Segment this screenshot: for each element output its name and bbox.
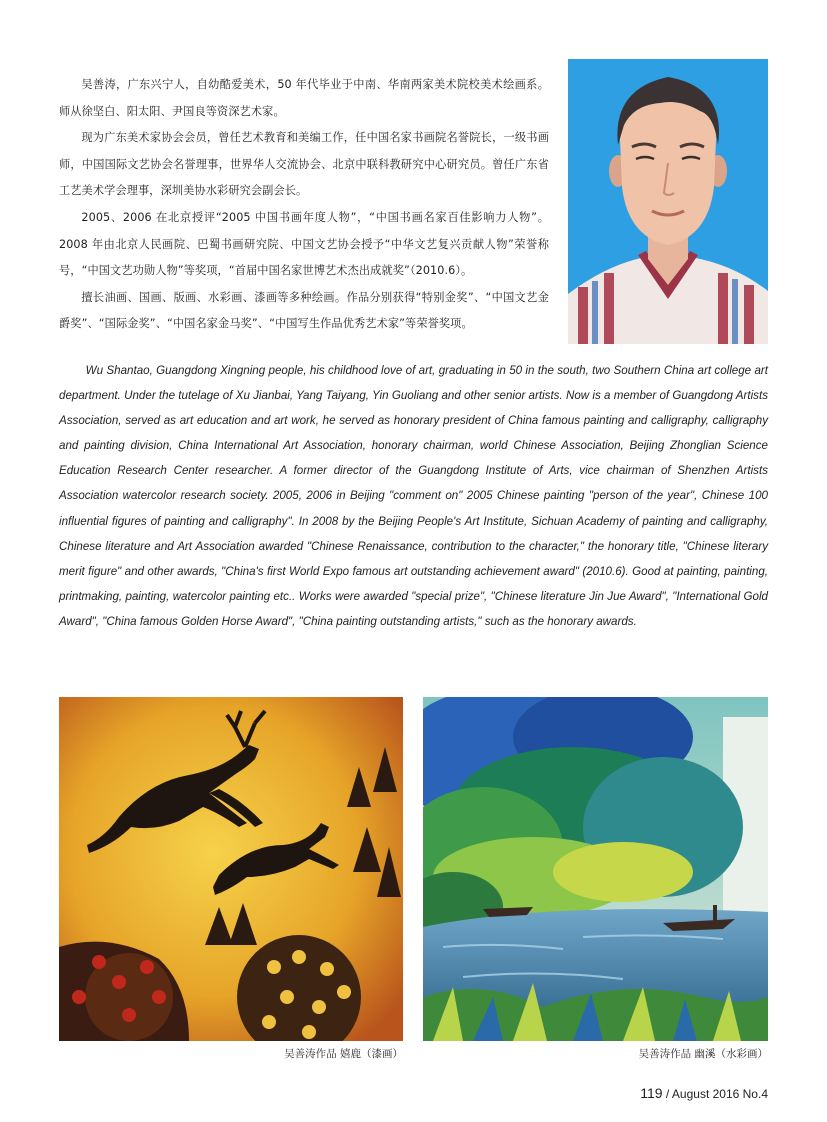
watercolor-stream-painting — [423, 697, 768, 1041]
chinese-bio-paragraph: 现为广东美术家协会会员，曾任艺术教育和美编工作，任中国名家书画院名誉院长，一级书画师，中国国际文艺协会名誉理事，世界华人交流协会、北京中联科教研究中心研究员。曾任广东省工艺美术学会理事，深圳美协水彩研究会副会长。 — [59, 131, 549, 198]
chinese-bio-paragraph: 吴善涛，广东兴宁人，自幼酷爱美术，50 年代毕业于中南、华南两家美术院校美术绘画系。师从徐坚白、阳太阳、尹国良等资深艺术家。 — [59, 78, 549, 118]
english-biography — [59, 358, 768, 634]
page-number: 119 — [640, 1085, 663, 1101]
chinese-bio-paragraph: 2005、2006 在北京授评“2005 中国书画年度人物”，“中国书画名家百佳影响力人物”。2008 年由北京人民画院、巴蜀书画研究院、中国文艺协会授予“中华文艺复兴贡献人物”荣誉称号，“中国文艺功勋人物”等奖项，“首届中国名家世博艺术杰出成就奖”（2010.6）。 — [59, 210, 549, 278]
folio-separator: / — [662, 1087, 672, 1101]
stream-painting-illustration — [423, 697, 768, 1041]
portrait-illustration — [568, 59, 768, 344]
artwork-caption: 吴善涛作品 幽溪（水彩画） — [638, 1048, 768, 1060]
artist-portrait-photo — [568, 59, 768, 344]
issue-label: August 2016 No.4 — [671, 1087, 768, 1101]
english-bio-paragraph: Wu Shantao, Guangdong Xingning people, his childhood love of art, graduating in 50 in the south, two Southern China art college art department. Under the tutelage of Xu Jianbai, Yang Taiyang, Yin Guoliang and other senior artists. Now is a member of Guangdong Artists Association, served as art education and art work, he served as honorary president of China famous painting and calligraphy, calligraphy and painting division, China International Art Association, honorary chairman, world Chinese Association, Beijing Zhonglian Science Education Research Center researcher. A former director of the Guangdong Institute of Arts, vice chairman of Shenzhen Artists Association watercolor research society. 2005, 2006 in Beijing "comment on" 2005 Chinese painting "person of the year", Chinese 100 influential figures of painting and calligraphy". In 2008 by the Beijing People's Art Institute, Sichuan Academy of painting and calligraphy, Chinese literature and Art Association awarded "Chinese Renaissance, contribution to the character," the honorary title, "Chinese literary merit figure" and other awards, "China's first World Expo famous art outstanding achievement award" (2010.6). Good at painting, painting, printmaking, painting, watercolor painting etc.. Works were awarded "special prize", "Chinese literature Jin Jue Award", "International Gold Award", "China famous Golden Horse Award", "China painting outstanding artists," such as the honorary awards. — [59, 364, 768, 628]
deer-painting-illustration — [59, 697, 403, 1041]
chinese-biography — [59, 72, 549, 338]
page-footer — [640, 1085, 768, 1101]
lacquer-deer-painting — [59, 697, 403, 1041]
artwork-caption: 吴善涛作品 嬉鹿（漆画） — [284, 1048, 403, 1060]
chinese-bio-paragraph: 擅长油画、国画、版画、水彩画、漆画等多种绘画。作品分别获得“特别金奖”、“中国文艺金爵奖”、“国际金奖”、“中国名家金马奖”、“中国写生作品优秀艺术家”等荣誉奖项。 — [59, 290, 549, 331]
